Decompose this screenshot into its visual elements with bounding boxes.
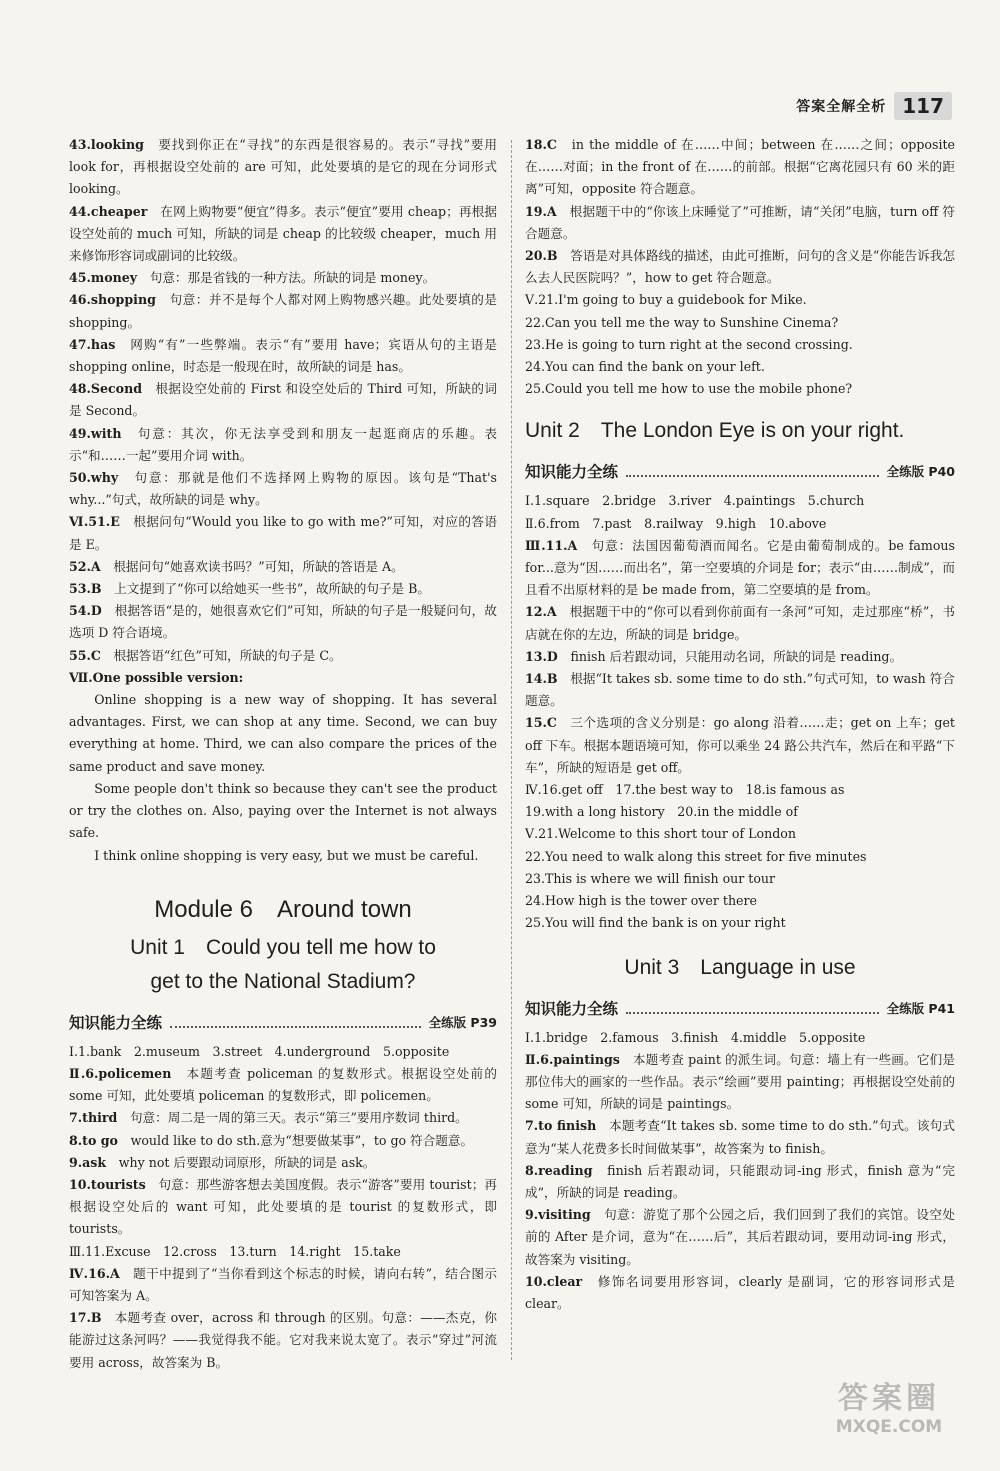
left-column [69,134,497,1374]
answer-key: 12.A [525,604,557,620]
answer-item [525,1049,955,1116]
answer-key: 52.A [69,558,101,574]
section-title: 知识能力全练 [525,999,619,1018]
section-header [525,995,955,1021]
section-header [525,458,955,484]
answer-key: 20.B [525,248,558,264]
answer-explanation: 25.You will find the bank is on your right [525,915,786,931]
header-label: 答案全解全析 [796,99,887,115]
answer-explanation: 网购“有”一些弊端。表示“有”要用 have；宾语从句的主语是 shopping online，时态是一般现在时，故所缺的词是 has。 [69,336,497,375]
answer-explanation: finish 后若跟动词，只能跟动词-ing 形式，finish 意为“完成”，所缺的词是 reading。 [525,1162,955,1200]
answer-item [69,1063,497,1107]
dotted-leader [626,465,879,477]
answer-key: 55.C [69,647,101,663]
answer-explanation: 根据问句“Would you like to go with me?”可知，对应的答语是 E。 [69,514,497,552]
answer-item [525,801,955,823]
page-header [796,86,952,126]
answer-key: 48.Second [69,381,143,397]
answer-key: 9.ask [69,1154,107,1170]
answer-explanation: 25.Could you tell me how to use the mobile phone? [525,381,853,397]
section-page-ref: 全练版 P39 [428,1014,497,1030]
answer-item [525,646,955,668]
answer-list [69,1041,497,1374]
answer-key: 17.B [69,1310,102,1326]
answer-key: 44.cheaper [69,203,148,219]
answer-item [69,267,497,289]
answer-item [525,601,955,645]
answer-explanation: 22.Can you tell me the way to Sunshine Cinema? [525,314,839,330]
answer-explanation: 23.He is going to turn right at the second crossing. [525,336,853,352]
answer-item [525,245,955,289]
answer-explanation: 句意：周二是一周的第三天。表示“第三”要用序数词 third。 [117,1110,468,1126]
answer-item [525,312,955,334]
answer-explanation: 根据答语“是的，她很喜欢它们”可知，所缺的句子是一般疑问句，故选项 D 符合语境。 [69,603,497,641]
answer-key: 46.shopping [69,292,156,308]
answer-item [525,356,955,378]
answer-explanation: 句意：那些游客想去美国度假。表示“游客”要用 tourist；再根据设空处后的 want 可知，此处要填的是 tourist 的复数形式，即 tourists。 [69,1176,497,1237]
answer-key: 10.clear [525,1273,583,1289]
dotted-leader [626,1002,879,1014]
answer-item [69,1107,497,1129]
answer-item [525,535,955,602]
answer-item [69,1241,497,1263]
answer-item [69,201,497,268]
answer-item [69,334,497,378]
answer-explanation: 句意：那是省钱的一种方法。所缺的词是 money。 [137,270,436,286]
answer-item [525,668,955,712]
answer-explanation: 句意：并不是每个人都对网上购物感兴趣。此处要填的是 shopping。 [69,292,497,330]
essay-paragraph: I think online shopping is very easy, but we must be careful. [94,847,479,863]
section-title: 知识能力全练 [525,463,619,482]
answer-item [525,1160,955,1204]
watermark [814,1373,964,1437]
answer-explanation: 本题考查 paint 的派生词。句意：墙上有一些画。它们是那位伟大的画家的一些作品。表示“绘画”要用 painting；再根据设空处前的 some 可知，所缺的词是 paintings。 [525,1051,955,1112]
answer-key: Ⅵ.51.E [69,514,120,530]
answer-key: 50.why [69,470,119,486]
answer-item [69,467,497,511]
answer-explanation: 修饰名词要用形容词，clearly 是副词，它的形容词形式是 clear。 [525,1273,955,1311]
answer-explanation: Ⅱ.6.from 7.past 8.railway 9.high 10.above [525,515,827,531]
answer-item [69,1130,497,1152]
answer-explanation: Ⅰ.1.bridge 2.famous 3.finish 4.middle 5.opposite [525,1029,866,1045]
answer-item [525,134,955,201]
answer-explanation: 要找到你正在“寻找”的东西是很容易的。表示“寻找”要用 look for，再根据设空处前的 are 可知，此处要填的是它的现在分词形式 looking。 [69,137,497,197]
section-page-ref: 全练版 P41 [886,1000,955,1016]
answer-item [69,1307,497,1374]
answer-item [525,823,955,845]
answer-item [69,289,497,333]
answer-key: 9.visiting [525,1207,591,1223]
unit-title: Unit 1 Could you tell me how to [130,935,436,959]
right-column [525,134,955,1315]
answer-explanation: Ⅴ.21.I'm going to buy a guidebook for Mike. [525,292,807,308]
answer-key: Ⅳ.16.A [69,1265,120,1281]
answer-item [525,779,955,801]
answer-key: 7.third [69,1110,118,1126]
answer-item [525,201,955,245]
column-divider [511,140,512,1360]
answer-item [525,890,955,912]
answer-explanation: 题干中提到了“当你看到这个标志的时候，请向右转”，结合图示可知答案为 A。 [69,1265,497,1303]
answer-key: 18.C [525,137,557,152]
answer-explanation: why not 后要跟动词原形，所缺的词是 ask。 [106,1154,376,1170]
answer-item [69,1041,497,1063]
answer-explanation: 24.You can find the bank on your left. [525,359,765,375]
answer-explanation: 本题考查“It takes sb. some time to do sth.”句式。该句式意为“某人花费多长时间做某事”，故答案为 to finish。 [525,1118,955,1156]
module-title: Module 6 Around town [154,895,412,923]
answer-item [69,645,497,667]
answer-explanation: 上文提到了“你可以给她买一些书”，故所缺的句子是 B。 [101,581,430,597]
answer-explanation: 根据答语“红色”可知，所缺的句子是 C。 [100,647,342,663]
watermark-site: MXQE.COM [835,1417,943,1437]
unit-title-continued: get to the National Stadium? [150,969,416,993]
unit-title: Unit 3 Language in use [624,955,856,979]
answer-key: 54.D [69,603,102,619]
answer-explanation: 23.This is where we will finish our tour [525,870,776,886]
essay-title: Ⅶ.One possible version: [69,669,244,685]
answer-explanation: 句意：其次，你无法享受到和朋友一起逛商店的乐趣。表示“和……一起”要用介词 with。 [69,425,497,463]
answer-key: 47.has [69,336,116,352]
answer-item [525,490,955,512]
answer-item [525,846,955,868]
answer-item [525,513,955,535]
answer-key: Ⅱ.6.paintings [525,1051,620,1067]
answer-item [69,578,497,600]
answer-key: 19.A [525,203,557,219]
answer-key: 15.C [525,715,557,731]
answer-explanation: would like to do sth.意为“想要做某事”，to go 符合题意。 [117,1132,474,1148]
section-title: 知识能力全练 [69,1013,163,1032]
answer-key: 49.with [69,425,122,441]
answer-item [69,600,497,644]
answer-explanation: Ⅲ.11.Excuse 12.cross 13.turn 14.right 15.take [69,1243,401,1259]
answer-explanation: 根据“It takes sb. some time to do sth.”句式可知，to wash 符合题意。 [525,671,955,709]
sample-essay [69,667,497,867]
answer-key: 7.to finish [525,1118,597,1134]
answer-explanation: 在网上购物要“便宜”得多。表示“便宜”要用 cheap；再根据设空处前的 much 可知，所缺的词是 cheap 的比较级 cheaper，much 用来修饰形容词或副词的比较级。 [69,203,497,264]
answer-key: 8.reading [525,1162,593,1178]
answer-list [69,134,497,667]
answer-explanation: 三个选项的含义分别是：go along 沿着……走；get on 上车；get off 下车。根据本题语境可知，你可以乘坐 24 路公共汽车，然后在和平路“下车”，所缺的短语是 get off。 [525,715,955,775]
answer-explanation: Ⅰ.1.square 2.bridge 3.river 4.paintings 5.church [525,493,865,509]
answer-explanation: Ⅴ.21.Welcome to this short tour of London [525,826,796,842]
essay-paragraph: Online shopping is a new way of shopping. It has several advantages. First, we can shop at any time. Second, we can buy everything at home. Third, we can also compare the prices of the same product and save money. [69,692,497,774]
answer-explanation: 本题考查 policeman 的复数形式。根据设空处前的 some 可知，此处要填 policeman 的复数形式，即 policemen。 [69,1065,497,1104]
answer-item [525,378,955,400]
answer-key: 43.looking [69,137,144,152]
answer-item [525,868,955,890]
answer-item [525,289,955,311]
answer-explanation: 根据题干中的“你可以看到你前面有一条河”可知，走过那座“桥”，书店就在你的左边，所缺的词是 bridge。 [525,604,955,642]
section-header [69,1009,497,1035]
answer-explanation: 根据题干中的“你该上床睡觉了”可推断，请“关闭”电脑，turn off 符合题意。 [525,203,955,241]
unit-title: Unit 2 The London Eye is on your right. [525,419,905,443]
answer-explanation: Ⅳ.16.get off 17.the best way to 18.is famous as [525,782,845,798]
answer-item [69,134,497,201]
answer-item [69,423,497,467]
answer-list [525,490,955,934]
answer-explanation: finish 后若跟动词，只能用动名词，所缺的词是 reading。 [557,648,903,664]
essay-paragraph: Some people don't think so because they can't see the product or try the clothes on. Also, paying over the Internet is not always safe. [69,780,497,841]
answer-explanation: 根据问句“她喜欢读书吗？”可知，所缺的答语是 A。 [100,558,404,574]
answer-explanation: 句意：游览了那个公园之后，我们回到了我们的宾馆。设空处前的 After 是介词，意为“在……后”，其后若跟动词，要用动词-ing 形式，故答案为 visiting。 [525,1207,955,1267]
answer-key: 8.to go [69,1132,118,1148]
answer-explanation: 24.How high is the tower over there [525,893,757,909]
answer-explanation: 句意：法国因葡萄酒而闻名。它是由葡萄制成的。be famous for...意为“因……而出名”，第一空要填的介词是 for；表示“由……制成”，而且看不出原材料的是 be made from，第二空要填的是 from。 [525,537,955,598]
section-page-ref: 全练版 P40 [886,464,955,480]
answer-item [69,1174,497,1241]
dotted-leader [170,1016,421,1028]
answer-item [525,1115,955,1159]
answer-key: 13.D [525,648,558,664]
answer-item [525,712,955,779]
answer-item [69,511,497,555]
answer-explanation: 19.with a long history 20.in the middle of [525,804,798,820]
answer-explanation: 答语是对具体路线的描述，由此可推断，问句的含义是“你能告诉我怎么去人民医院吗？”，how to get 符合题意。 [525,248,955,286]
answer-key: Ⅲ.11.A [525,537,578,553]
answer-explanation: Ⅰ.1.bank 2.museum 3.street 4.underground 5.opposite [69,1043,450,1059]
answer-key: 45.money [69,270,138,286]
answer-item [69,1263,497,1307]
answer-key: 14.B [525,671,558,687]
page-number: 117 [894,92,952,120]
answer-explanation: 本题考查 over，across 和 through 的区别。句意：——杰克，你能游过这条河吗？——我觉得我不能。它对我来说太宽了。表示“穿过”河流要用 across，故答案为 B。 [69,1310,497,1370]
answer-item [69,1152,497,1174]
answer-item [69,556,497,578]
answer-item [525,1204,955,1271]
watermark-logo: 答案圈 [838,1381,940,1416]
answer-item [525,334,955,356]
answer-explanation: 根据设空处前的 First 和设空处后的 Third 可知，所缺的词是 Second。 [69,381,497,419]
answer-list [525,1027,955,1316]
answer-item [69,378,497,422]
answer-key: Ⅱ.6.policemen [69,1065,172,1081]
answer-key: 53.B [69,581,102,597]
answer-list [525,134,955,400]
answer-item [525,1271,955,1315]
answer-key: 10.tourists [69,1176,146,1192]
answer-explanation: 22.You need to walk along this street for five minutes [525,848,867,864]
answer-explanation: 句意：那就是他们不选择网上购物的原因。该句是“That's why...”句式，故所缺的词是 why。 [69,470,497,508]
answer-item [525,1027,955,1049]
answer-item [525,912,955,934]
answer-explanation: in the middle of 在……中间；between 在……之间；opposite 在……对面；in the front of 在……的前部。根据“它离花园只有 60 米的距离”可知，opposite 符合题意。 [525,137,955,197]
